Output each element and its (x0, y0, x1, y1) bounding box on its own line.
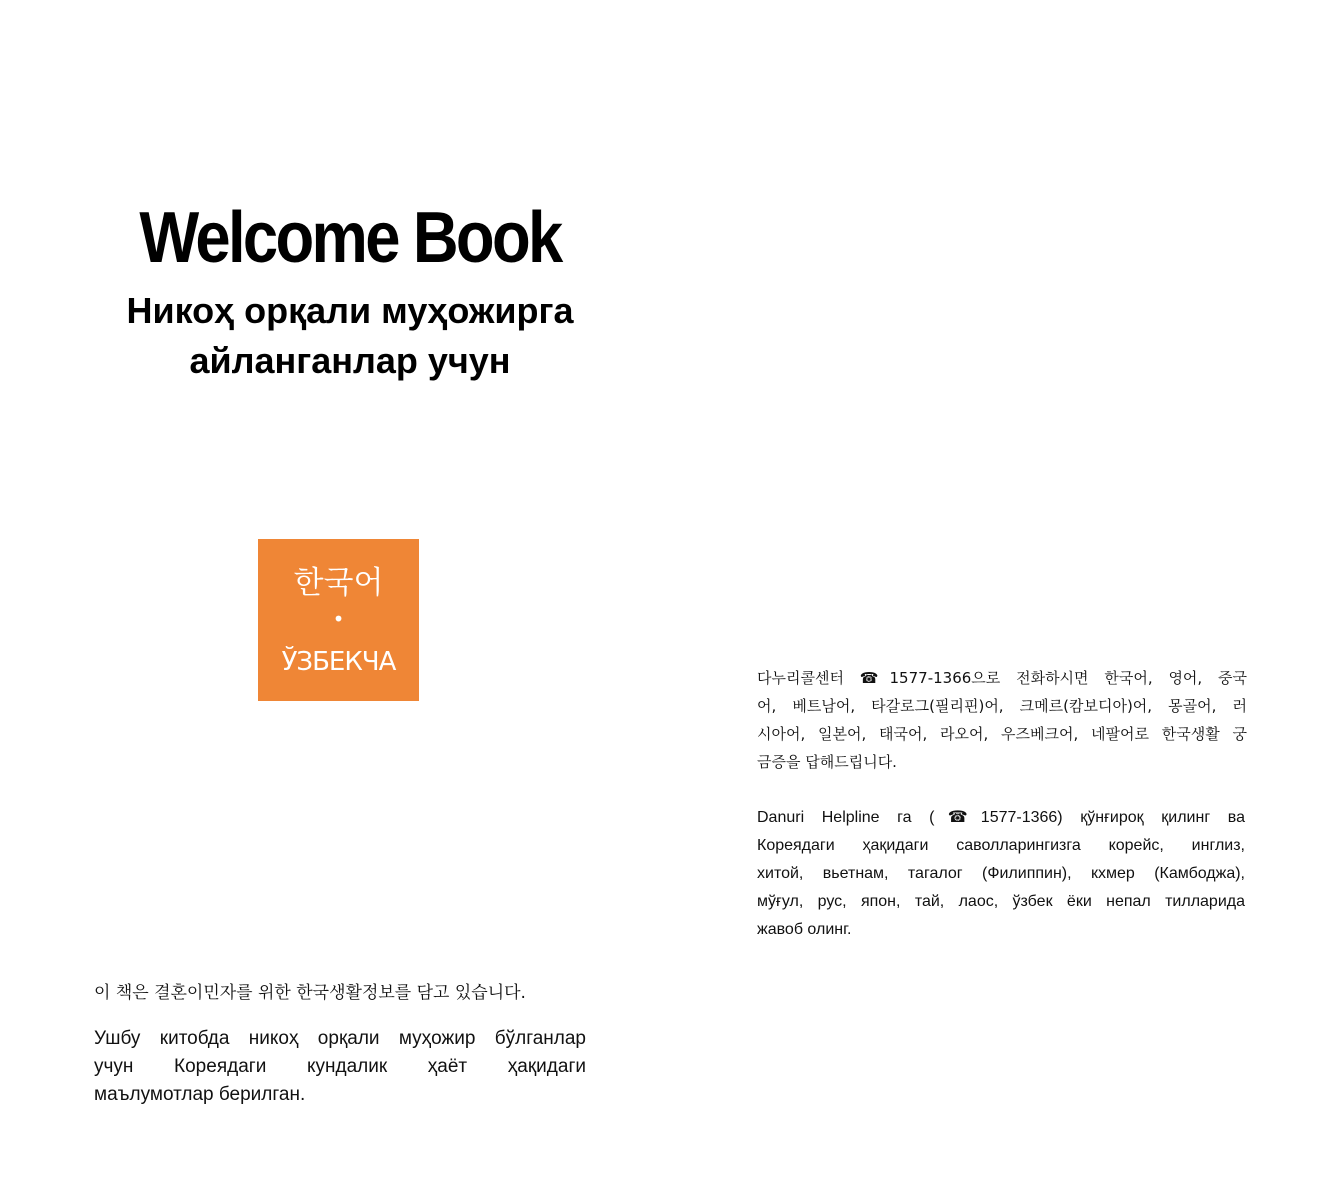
helpline-uzbek-line: Danuri Helpline га (☎1577-1366) қўнғироқ қилинг ва (757, 809, 1245, 826)
intro-korean-text: 이 책은 결혼이민자를 위한 한국생활정보를 담고 있습니다. (94, 983, 526, 1003)
intro-uzbek-line: маълумотлар берилган. (94, 1084, 306, 1105)
subtitle-line: айланганлар учун (189, 340, 511, 381)
language-badge (258, 539, 419, 701)
helpline-korean-line: 다누리콜센터 ☎1577-1366으로 전화하시면 한국어, 영어, 중국 (757, 669, 1247, 687)
intro-uzbek-text (94, 1025, 586, 1109)
subtitle-line: Никоҳ орқали муҳожирга (126, 290, 574, 331)
book-subtitle (40, 286, 660, 386)
helpline-korean-line: 시아어, 일본어, 태국어, 라오어, 우즈베크어, 네팔어로 한국생활 궁 (757, 725, 1247, 743)
helpline-uzbek-line: хитой, вьетнам, тагалог (Филиппин), кхмер (Камбоджа), (757, 865, 1245, 882)
helpline-korean-text (757, 664, 1247, 776)
language-korean-label: 한국어 (293, 565, 384, 601)
intro-uzbek-line: Ушбу китобда никоҳ орқали муҳожир бўлганлар (94, 1028, 586, 1049)
intro-uzbek-line: учун Кореядаги кундалик ҳаёт ҳақидаги (94, 1056, 586, 1077)
helpline-korean-line: 어, 베트남어, 타갈로그(필리핀)어, 크메르(캄보디아)어, 몽골어, 러 (757, 697, 1247, 715)
book-title: Welcome Book (139, 198, 561, 278)
helpline-korean-line: 금증을 답해드립니다. (757, 753, 897, 771)
helpline-uzbek-line: жавоб олинг. (757, 921, 852, 938)
helpline-uzbek-text (757, 804, 1245, 944)
language-uzbek-label: ЎЗБЕКЧА (281, 647, 396, 677)
language-separator: • (332, 607, 345, 631)
helpline-uzbek-line: мўғул, рус, япон, тай, лаос, ўзбек ёки непал тилларида (757, 893, 1245, 910)
helpline-uzbek-line: Кореядаги ҳақидаги саволларингизга корейс, инглиз, (757, 837, 1245, 854)
